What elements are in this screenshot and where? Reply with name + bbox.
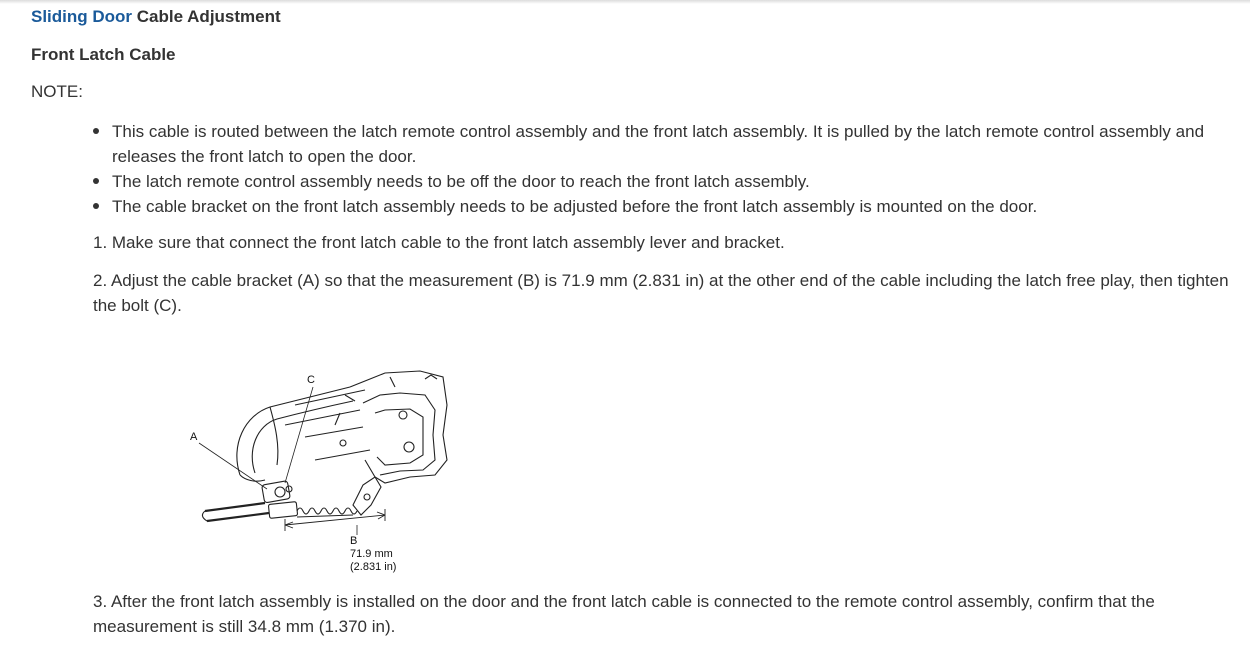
step-2: 2. Adjust the cable bracket (A) so that the measurement (B) is 71.9 mm (2.831 in) at the other end of the cable including the latch free play, then tighten the bolt (C). (93, 271, 1229, 315)
callout-b-in: (2.831 in) (350, 561, 397, 573)
step-1: 1. Make sure that connect the front latch cable to the front latch assembly lever and bracket. (93, 233, 785, 252)
top-shadow (0, 0, 1250, 4)
note-item: The latch remote control assembly needs to be off the door to reach the front latch assembly. (93, 169, 1243, 194)
note-list (93, 119, 1243, 219)
callout-c: C (307, 374, 315, 386)
note-item: The cable bracket on the front latch assembly needs to be adjusted before the front latch assembly is mounted on the door. (93, 194, 1243, 219)
sliding-door-link[interactable]: Sliding Door (31, 7, 133, 26)
section-title: Front Latch Cable (31, 45, 176, 64)
page-title (31, 7, 281, 27)
callout-a: A (190, 431, 198, 443)
callout-b-mm: 71.9 mm (350, 548, 393, 560)
step-3: 3. After the front latch assembly is installed on the door and the front latch cable is connected to the remote control assembly, confirm that the measurement is still 34.8 mm (1.370 in). (93, 592, 1155, 636)
note-label: NOTE: (31, 82, 83, 101)
latch-cable-illustration (185, 365, 460, 580)
page-title-rest: Cable Adjustment (132, 7, 281, 26)
note-item: This cable is routed between the latch remote control assembly and the front latch assembly. It is pulled by the latch remote control assembly and releases the front latch to open the door. (93, 119, 1243, 169)
callout-b: B (350, 535, 358, 547)
cable-adjustment-figure (185, 365, 460, 580)
